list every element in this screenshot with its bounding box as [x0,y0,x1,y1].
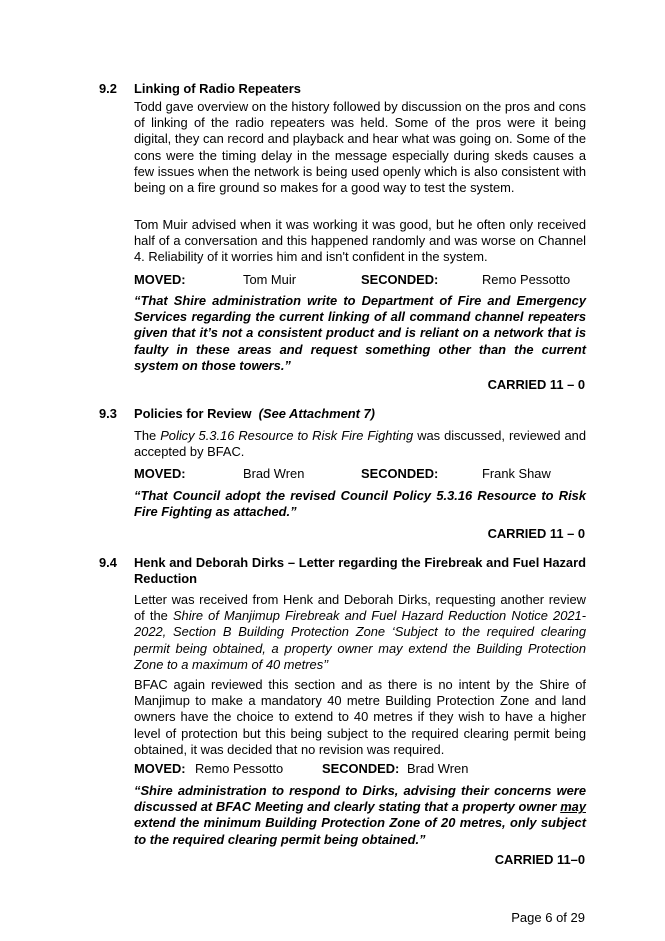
section-number: 9.3 [99,406,117,421]
paragraph [134,592,586,673]
moved-by: Tom Muir [243,272,296,287]
seconded-label: SECONDED: [361,272,439,287]
moved-label: MOVED: [134,761,186,776]
section-title-text: Policies for Review [134,406,252,421]
paragraph: Todd gave overview on the history followed by discussion on the pros and cons of linking of the radio repeaters was held. Some of the pros were it being digital, they can record and playback and hear what was going on. Some of the cons were the timing delay in the message especially during skeds causes a few issues when the network is being used openly which is also consistent with being on a fire ground so makes for a good way to test the system. [134,99,586,196]
section-title [134,406,586,422]
motion-line [134,466,586,484]
seconded-label: SECONDED: [361,466,439,481]
carried-result: CARRIED 11 – 0 [487,526,585,541]
text-run: extend the minimum Building Protection Zone of 20 metres, only subject to the required clearing permit being obtained.” [134,815,586,847]
moved-label: MOVED: [134,272,186,287]
resolution: “That Shire administration write to Department of Fire and Emergency Services regarding the current linking of all command channel repeaters given that it’s not a consistent product and is reliant on a network that is faulty in these areas and request something other than the current system on those towers.” [134,293,586,373]
text-run: “Shire administration to respond to Dirks, advising their concerns were discussed at BFAC Meeting and clearly stating that a property owner [134,783,586,815]
attachment-note: (See Attachment 7) [258,406,375,421]
text-run: was discussed, reviewed and accepted by BFAC. [134,428,587,460]
moved-label: MOVED: [134,466,186,481]
page-number: Page 6 of 29 [511,910,585,925]
section-number: 9.2 [99,81,117,96]
section-title: Linking of Radio Repeaters [134,81,301,96]
notice-quote: Shire of Manjimup Firebreak and Fuel Hazard Reduction Notice 2021-2022, Section B Building Protection Zone ‘Subject to the required clearing permit being obtained, a property owner may extend the Building Protection Zone to a maximum of 40 metres’’ [134,608,586,672]
section-number: 9.4 [99,555,117,570]
policy-title: Policy 5.3.16 Resource to Risk Fire Fighting [160,428,414,443]
seconded-by: Remo Pessotto [482,272,571,287]
text-run: The [134,428,161,443]
resolution [134,783,586,848]
motion-line [134,272,586,290]
moved-by: Brad Wren [243,466,305,481]
text-run: Letter was received from Henk and Deborah Dirks, requesting another review of the [134,592,586,624]
paragraph: BFAC again reviewed this section and as there is no intent by the Shire of Manjimup to make a mandatory 40 metre Building Protection Zone and land owners have the choice to extend to 40 metres if they wish to have a higher level of protection but this being subject to the required clearing permit being obtained, it was decided that no revision was required. [134,677,586,757]
paragraph: Tom Muir advised when it was working it was good, but he often only received half of a conversation and this happened randomly and was worse on Channel 4. Reliability of it worries him and isn't confident in the system. [134,217,586,265]
seconded-label: SECONDED: [322,761,400,776]
emphasis-word: may [560,799,586,815]
moved-by: Remo Pessotto [195,761,284,776]
paragraph [134,428,586,460]
seconded-by: Brad Wren [407,761,469,776]
seconded-by: Frank Shaw [482,466,551,481]
section-title: Henk and Deborah Dirks – Letter regarding the Firebreak and Fuel Hazard Reduction [134,555,586,587]
carried-result: CARRIED 11–0 [494,852,585,867]
resolution: “That Council adopt the revised Council Policy 5.3.16 Resource to Risk Fire Fighting as attached.” [134,488,586,520]
motion-line [134,761,586,779]
carried-result: CARRIED 11 – 0 [487,377,585,392]
